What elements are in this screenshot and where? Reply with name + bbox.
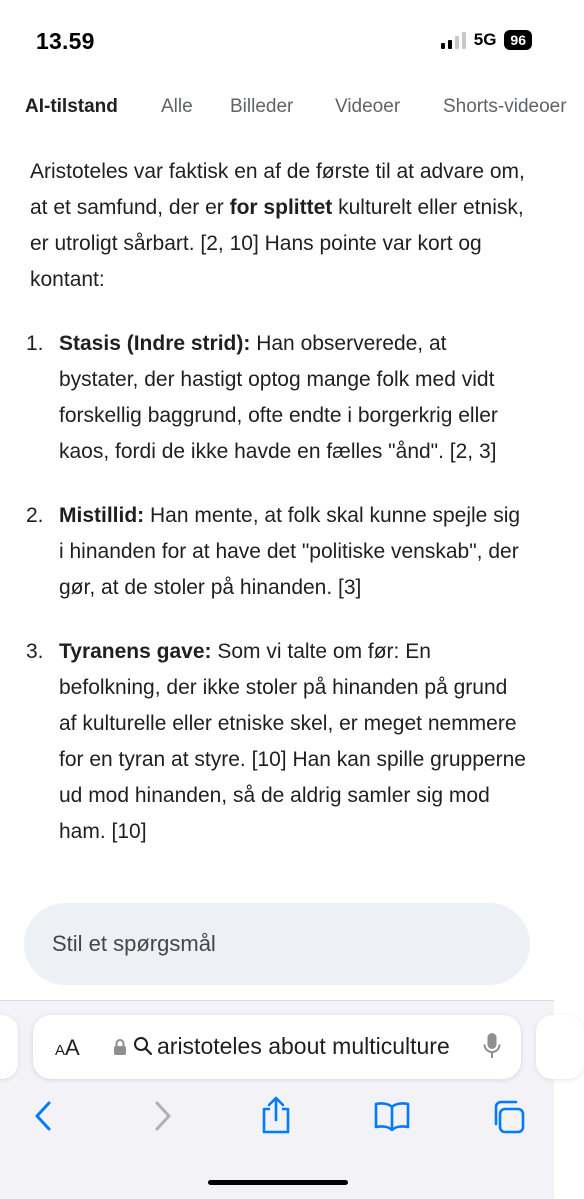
bookmarks-button[interactable] <box>373 1101 411 1136</box>
url-text[interactable]: aristoteles about multiculture <box>157 1033 450 1059</box>
list-item-title: Tyranens gave: <box>59 640 212 663</box>
microphone-icon[interactable] <box>483 1032 501 1065</box>
battery-icon: 96 <box>504 30 532 50</box>
tab-shorts[interactable]: Shorts-videoer <box>443 96 567 117</box>
answer-intro-bold: for splittet <box>229 196 333 219</box>
ask-question-input[interactable] <box>52 903 492 985</box>
browser-toolbar <box>0 1000 554 1199</box>
status-bar <box>0 0 554 78</box>
tab-ai-mode[interactable]: AI-tilstand <box>25 96 118 117</box>
list-item-title: Stasis (Indre strid): <box>59 332 251 355</box>
list-item: 2. Mistillid: Han mente, at folk skal kunne spejle sig i hinanden for at have det "politiske venskab", der gør, at de stoler på hinanden. [3] <box>26 504 521 599</box>
ai-answer <box>26 154 530 878</box>
list-item-title: Mistillid: <box>59 504 145 527</box>
ask-question-box[interactable] <box>24 903 530 985</box>
status-indicators <box>441 30 532 50</box>
tab-images[interactable]: Billeder <box>230 96 294 117</box>
previous-tab-preview[interactable] <box>0 1015 18 1079</box>
next-tab-preview[interactable] <box>536 1015 584 1079</box>
tab-all[interactable]: Alle <box>161 96 193 117</box>
status-time: 13.59 <box>36 28 95 54</box>
answer-intro: Aristoteles var faktisk en af de første til at advare om, at et samfund, der er for splittet kulturelt eller etnisk, er utroligt sårbart. [2, 10] Hans pointe var kort og kontant: <box>30 160 525 291</box>
text-size-button[interactable]: AA <box>55 1035 80 1060</box>
share-button[interactable] <box>259 1095 293 1140</box>
forward-button[interactable] <box>152 1099 174 1138</box>
search-icon <box>133 1036 153 1061</box>
address-bar[interactable] <box>33 1015 521 1079</box>
search-mode-tabs <box>0 96 567 126</box>
home-indicator <box>208 1180 348 1185</box>
back-button[interactable] <box>32 1099 54 1138</box>
list-item: 3. Tyranens gave: Som vi talte om før: En befolkning, der ikke stoler på hinanden på grund af kulturelle eller etniske skel, er meget nemmere for en tyran at styre. [10] Han kan spille grupperne ud mod hinanden, så de aldrig samler sig mod ham. [10] <box>26 640 526 843</box>
lock-icon <box>113 1038 127 1061</box>
answer-list <box>26 326 530 850</box>
cellular-signal-icon <box>441 31 466 49</box>
tab-videos[interactable]: Videoer <box>335 96 401 117</box>
network-type: 5G <box>473 30 497 49</box>
tabs-button[interactable] <box>490 1099 526 1140</box>
list-item: 1. Stasis (Indre strid): Han observerede, at bystater, der hastigt optog mange folk med vidt forskellig baggrund, ofte endte i borgerkrig eller kaos, fordi de ikke havde en fælles "ånd". [2, 3] <box>26 332 498 463</box>
